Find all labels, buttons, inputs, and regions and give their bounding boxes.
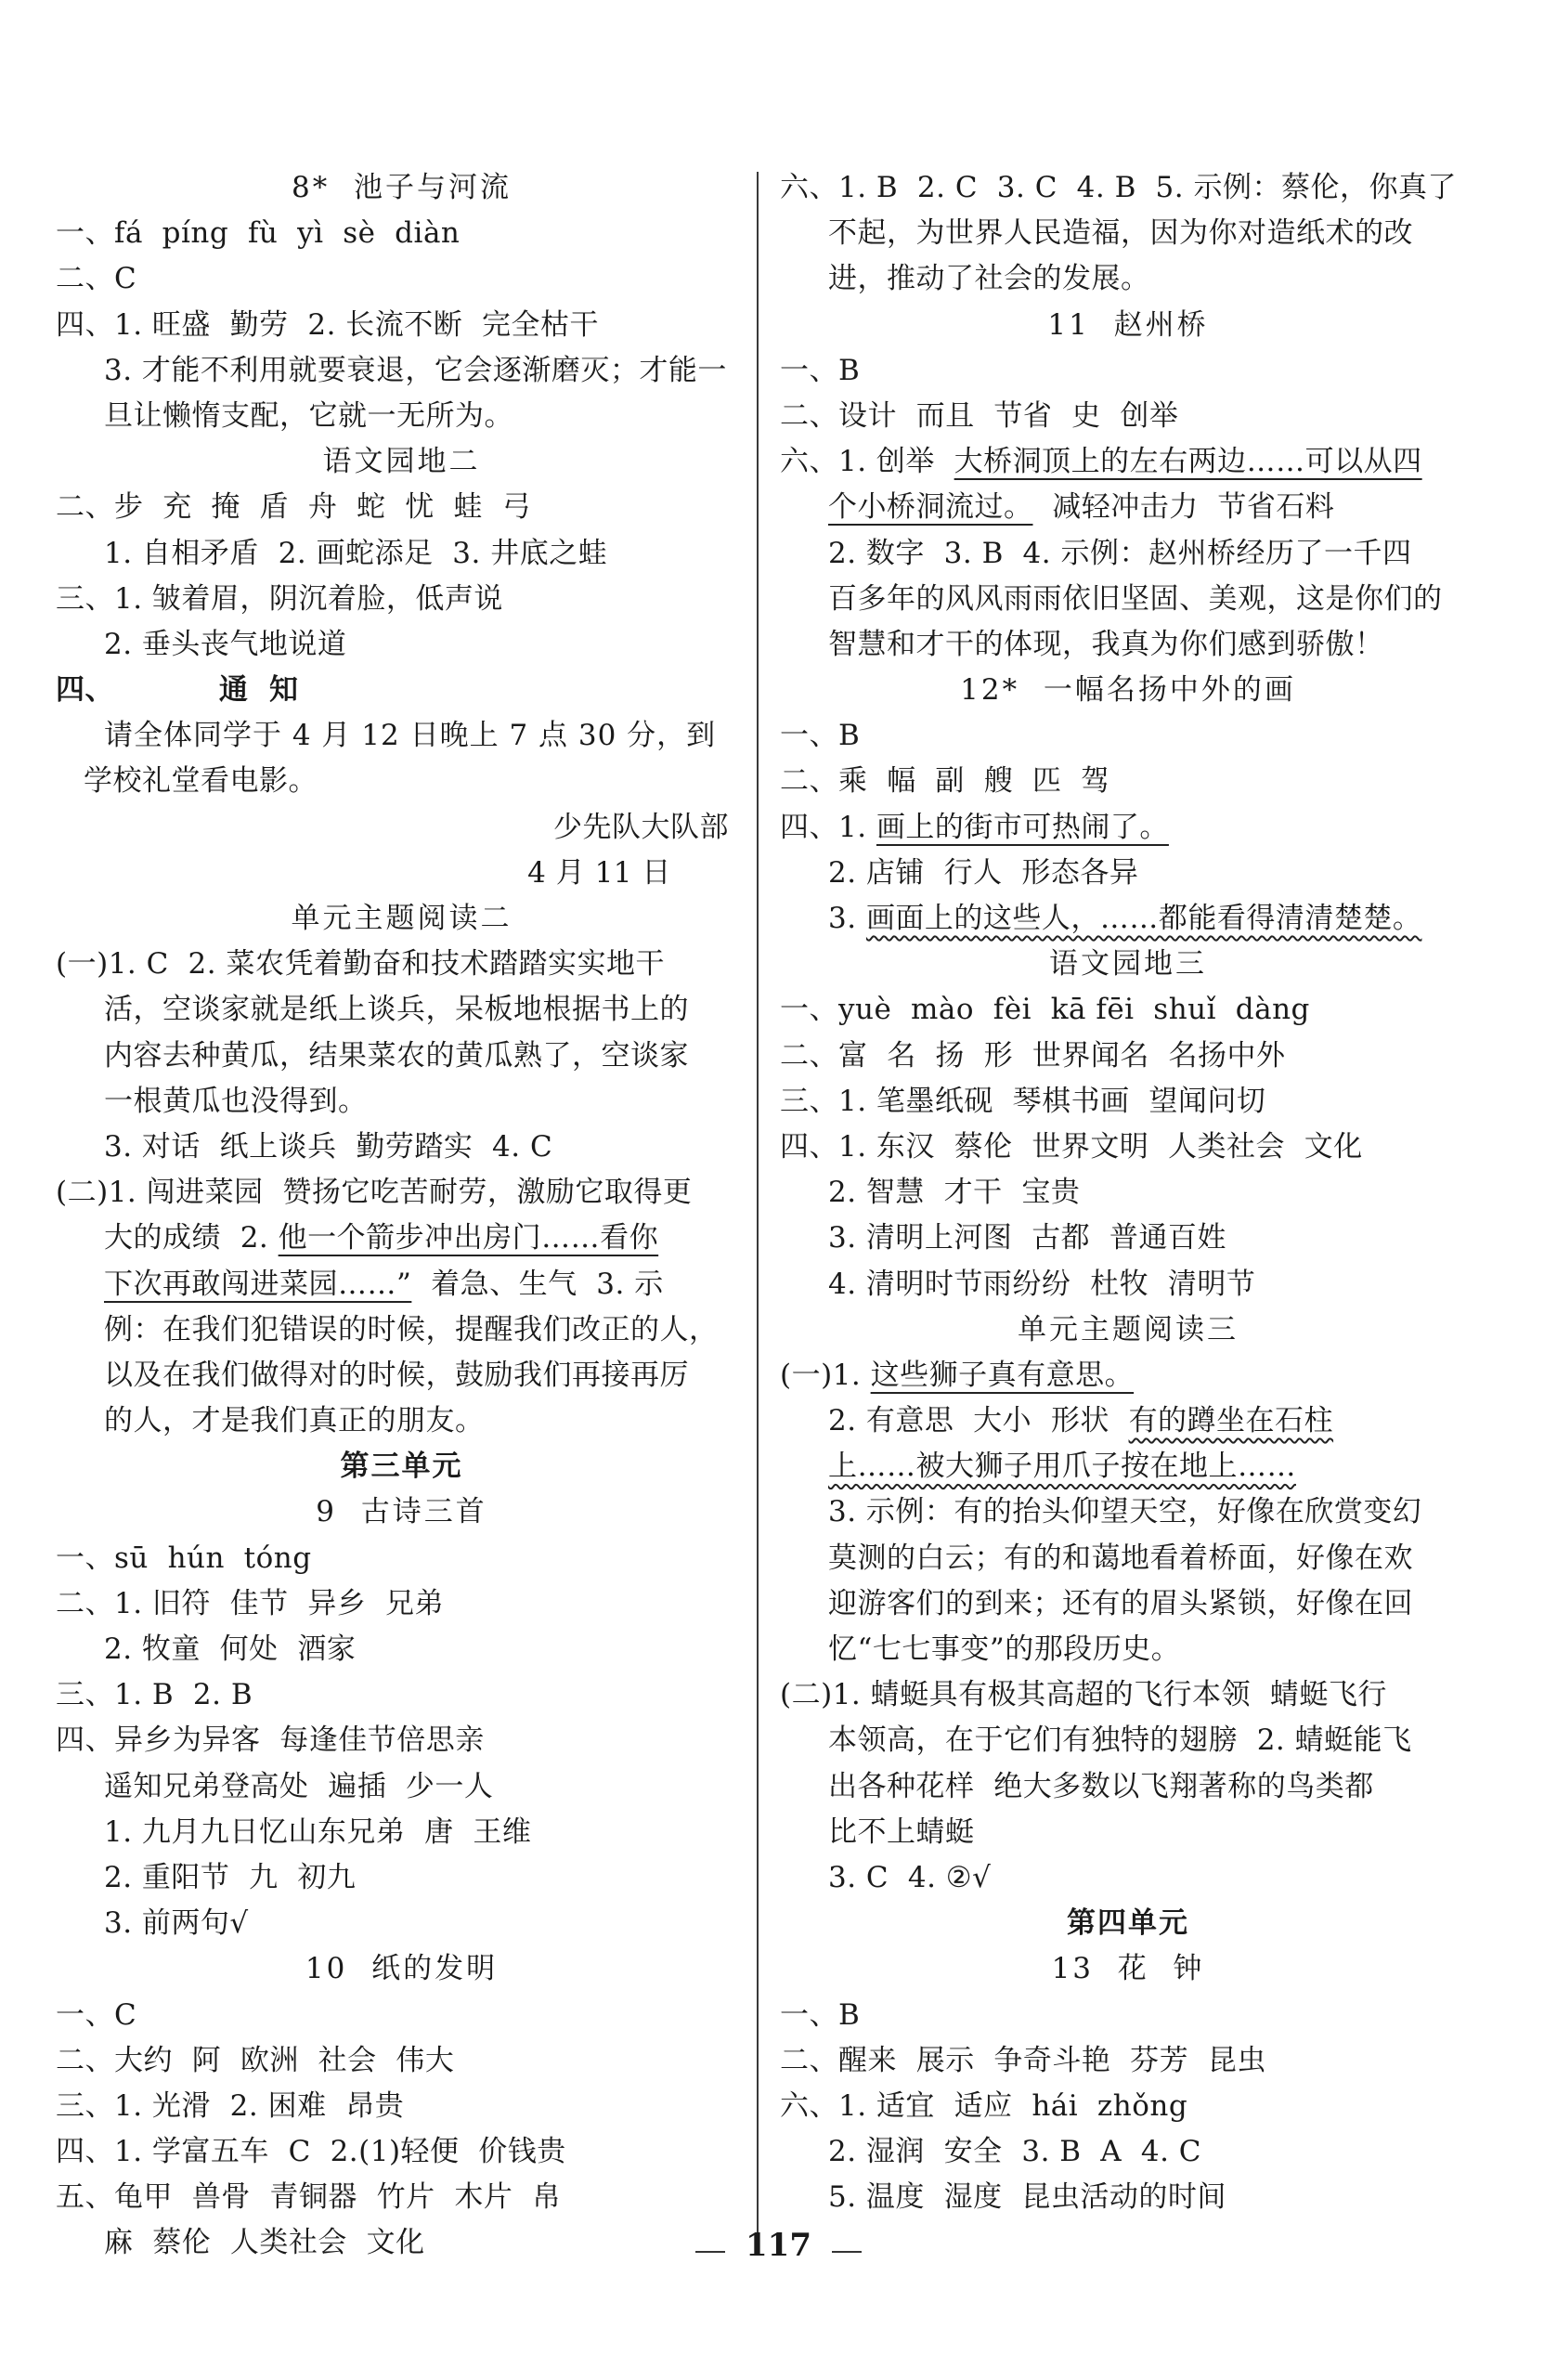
answer-text: 大的成绩 2. <box>104 1221 279 1255</box>
answer-line: 四、1. 学富五车 C 2.(1)轻便 价钱贵 <box>56 2135 566 2169</box>
left-column <box>56 165 747 2267</box>
answer-line: 旦让懒惰支配，它就一无所为。 <box>104 398 513 433</box>
answer-line: 本领高，在于它们有独特的翅膀 2. 蜻蜓能飞 <box>828 1723 1412 1758</box>
answer-line: 9 古诗三首 <box>316 1495 487 1529</box>
answer-line: (二)1. 闯进菜园 赞扬它吃苦耐劳，激励它取得更 <box>56 1176 693 1210</box>
underlined-text: 画上的街市可热闹了。 <box>876 810 1169 844</box>
answer-text: 着急、生气 3. 示 <box>411 1267 664 1301</box>
answer-line: 语文园地三 <box>1049 947 1207 982</box>
answer-line: 2. 牧童 何处 酒家 <box>104 1632 357 1666</box>
answer-line: 迎游客们的到来；还有的眉头紧锁，好像在回 <box>828 1586 1413 1620</box>
answer-line <box>780 805 1476 851</box>
answer-line <box>56 1262 747 1307</box>
answer-line: 六、1. B 2. C 3. C 4. B 5. 示例：蔡伦，你真了 <box>780 171 1457 204</box>
answer-text: 四、1. <box>780 810 876 844</box>
underlined-text: 大桥洞顶上的左右两边……可以从四 <box>954 445 1422 479</box>
answer-line: 第四单元 <box>1067 1906 1189 1941</box>
answer-line: 2. 智慧 才干 宝贵 <box>828 1176 1081 1210</box>
answer-line: 六、1. 适宜 适应 hái zhǒng <box>780 2088 1188 2123</box>
answer-line: 学校礼堂看电影。 <box>84 764 318 799</box>
answer-line: 8* 池子与河流 <box>292 171 512 204</box>
answer-line: 单元主题阅读二 <box>291 902 513 935</box>
answer-line: 遥知兄弟登高处 遍插 少一人 <box>104 1769 494 1803</box>
right-column <box>780 165 1476 2220</box>
answer-line <box>56 1216 747 1261</box>
answer-line: 2. 店铺 行人 形态各异 <box>828 855 1139 890</box>
answer-line: 11 赵州桥 <box>1047 307 1209 342</box>
answer-text: 六、1. 创举 <box>780 445 954 479</box>
footer-dash-right <box>832 2251 862 2253</box>
answer-line: 2. 数字 3. B 4. 示例：赵州桥经历了一千四 <box>828 536 1412 570</box>
answer-line: 百多年的风风雨雨依旧坚固、美观，这是你们的 <box>828 581 1443 616</box>
answer-line: 四、1. 东汉 蔡伦 世界文明 人类社会 文化 <box>780 1129 1363 1164</box>
answer-line: 二、富 名 扬 形 世界闻名 名扬中外 <box>780 1038 1286 1073</box>
answer-line <box>780 439 1476 485</box>
answer-line: 内容去种黄瓜，结果菜农的黄瓜熟了，空谈家 <box>104 1038 689 1073</box>
answer-text: 3. <box>828 902 866 935</box>
page-number: 117 <box>746 2227 811 2264</box>
answer-line: 一、sū hún tóng <box>56 1541 312 1575</box>
column-divider <box>757 172 759 2252</box>
answer-line: 3. C 4. ②√ <box>828 1860 992 1894</box>
answer-line: 二、大约 阿 欧洲 社会 伟大 <box>56 2043 455 2077</box>
answer-line: 一、B <box>780 719 861 753</box>
answer-line <box>780 896 1476 942</box>
answer-line <box>780 1353 1476 1398</box>
answer-line: 2. 重阳节 九 初九 <box>104 1860 357 1894</box>
answer-line: 三、1. B 2. B <box>56 1678 253 1712</box>
answer-line: 不起，为世界人民造福，因为你对造纸术的改 <box>828 216 1413 251</box>
answer-line: 一、B <box>780 353 861 387</box>
answer-line: 5. 温度 湿度 昆虫活动的时间 <box>828 2180 1226 2215</box>
answer-line: 一、fá píng fù yì sè diàn <box>56 216 461 251</box>
answer-line: 出各种花样 绝大多数以飞翔著称的鸟类都 <box>828 1769 1374 1803</box>
answer-line: 忆“七七事变”的那段历史。 <box>828 1632 1181 1666</box>
answer-line: (一)1. C 2. 菜农凭着勤奋和技术踏踏实实地干 <box>56 947 665 982</box>
answer-line: 二、醒来 展示 争奇斗艳 芬芳 昆虫 <box>780 2043 1266 2077</box>
answer-line: 二、乘 幅 副 艘 匹 驾 <box>780 764 1110 799</box>
answer-line: 的人，才是我们真正的朋友。 <box>104 1404 485 1438</box>
underlined-text: 他一个箭步冲出房门……看你 <box>278 1221 659 1255</box>
answer-line: 活，空谈家就是纸上谈兵，呆板地根据书上的 <box>104 993 689 1027</box>
answer-line: (二)1. 蜻蜓具有极其高超的飞行本领 蜻蜓飞行 <box>780 1678 1387 1712</box>
answer-line <box>780 1398 1476 1444</box>
answer-line: 三、1. 笔墨纸砚 琴棋书画 望闻问切 <box>780 1084 1266 1118</box>
answer-line: 10 纸的发明 <box>305 1952 499 1986</box>
footer-dash-left <box>695 2251 725 2253</box>
answer-line: 3. 示例：有的抬头仰望天空，好像在欣赏变幻 <box>828 1495 1422 1529</box>
answer-line: 二、步 充 掩 盾 舟 蛇 忧 蛙 弓 <box>56 490 532 525</box>
wavy-underlined-text: 上……被大狮子用爪子按在地上…… <box>828 1450 1296 1484</box>
answer-line: 12* 一幅名扬中外的画 <box>960 673 1296 708</box>
answer-line: 语文园地二 <box>322 445 481 479</box>
answer-text: 2. 有意思 大小 形状 <box>828 1404 1129 1438</box>
answer-text: (一)1. <box>780 1358 871 1392</box>
answer-line: 一根黄瓜也没得到。 <box>104 1084 368 1118</box>
answer-line: 3. 前两句√ <box>104 1906 249 1941</box>
answer-line: 二、C <box>56 262 137 296</box>
underlined-text: 这些狮子真有意思。 <box>870 1358 1135 1392</box>
answer-line <box>780 485 1476 530</box>
underlined-text: 个小桥洞流过。 <box>828 490 1033 525</box>
answer-line: 3. 对话 纸上谈兵 勤劳踏实 4. C <box>104 1129 553 1164</box>
answer-line: 例：在我们犯错误的时候，提醒我们改正的人， <box>104 1312 719 1346</box>
answer-line: 二、1. 旧符 佳节 异乡 兄弟 <box>56 1586 445 1620</box>
answer-line: 三、1. 皱着眉，阴沉着脸，低声说 <box>56 581 503 616</box>
answer-line: 二、设计 而且 节省 史 创举 <box>780 398 1179 433</box>
answer-text: 减轻冲击力 节省石料 <box>1032 490 1335 525</box>
answer-line: 1. 自相矛盾 2. 画蛇添足 3. 井底之蛙 <box>104 536 608 570</box>
answer-line: 麻 蔡伦 人类社会 文化 <box>104 2226 425 2260</box>
answer-line: 3. 清明上河图 古都 普通百姓 <box>828 1221 1226 1255</box>
answer-line: 一、C <box>56 1997 137 2032</box>
answer-line: 请全体同学于 4 月 12 日晚上 7 点 30 分，到 <box>104 719 717 753</box>
answer-line: 智慧和才干的体现，我真为你们感到骄傲！ <box>828 627 1384 661</box>
wavy-underlined-text: 有的蹲坐在石柱 <box>1128 1404 1334 1438</box>
answer-line: 第三单元 <box>340 1450 463 1484</box>
answer-line: 4. 清明时节雨纷纷 杜牧 清明节 <box>828 1267 1256 1301</box>
answer-line: 四、异乡为异客 每逢佳节倍思亲 <box>56 1723 485 1758</box>
answer-line: 1. 九月九日忆山东兄弟 唐 王维 <box>104 1814 532 1849</box>
answer-line: 单元主题阅读三 <box>1018 1312 1239 1346</box>
answer-line: 比不上蜻蜓 <box>828 1814 975 1849</box>
answer-line <box>780 1444 1476 1489</box>
answer-line: 一、yuè mào fèi kā fēi shuǐ dàng <box>780 993 1310 1027</box>
answer-line: 四、1. 旺盛 勤劳 2. 长流不断 完全枯干 <box>56 307 599 342</box>
answer-line: 少先队大队部 <box>553 810 729 844</box>
answer-line: 13 花 钟 <box>1051 1952 1205 1986</box>
answer-line: 进，推动了社会的发展。 <box>828 262 1150 296</box>
page-footer <box>0 2227 1557 2264</box>
answer-line: 4 月 11 日 <box>527 855 729 890</box>
underlined-text: 下次再敢闯进菜园……” <box>104 1267 412 1301</box>
answer-line: 莫测的白云；有的和蔼地看着桥面，好像在欢 <box>828 1541 1413 1575</box>
answer-line: 三、1. 光滑 2. 困难 昂贵 <box>56 2088 405 2123</box>
answer-line: 四、 通 知 <box>56 673 299 708</box>
wavy-underlined-text: 画面上的这些人，……都能看得清清楚楚。 <box>865 902 1422 935</box>
answer-line: 2. 垂头丧气地说道 <box>104 627 347 661</box>
answer-line: 五、龟甲 兽骨 青铜器 竹片 木片 帛 <box>56 2180 562 2215</box>
answer-line: 以及在我们做得对的时候，鼓励我们再接再厉 <box>104 1358 689 1392</box>
answer-line: 3. 才能不利用就要衰退，它会逐渐磨灭；才能一 <box>104 353 727 387</box>
answer-line: 一、B <box>780 1997 861 2032</box>
answer-line: 2. 湿润 安全 3. B A 4. C <box>828 2135 1202 2169</box>
